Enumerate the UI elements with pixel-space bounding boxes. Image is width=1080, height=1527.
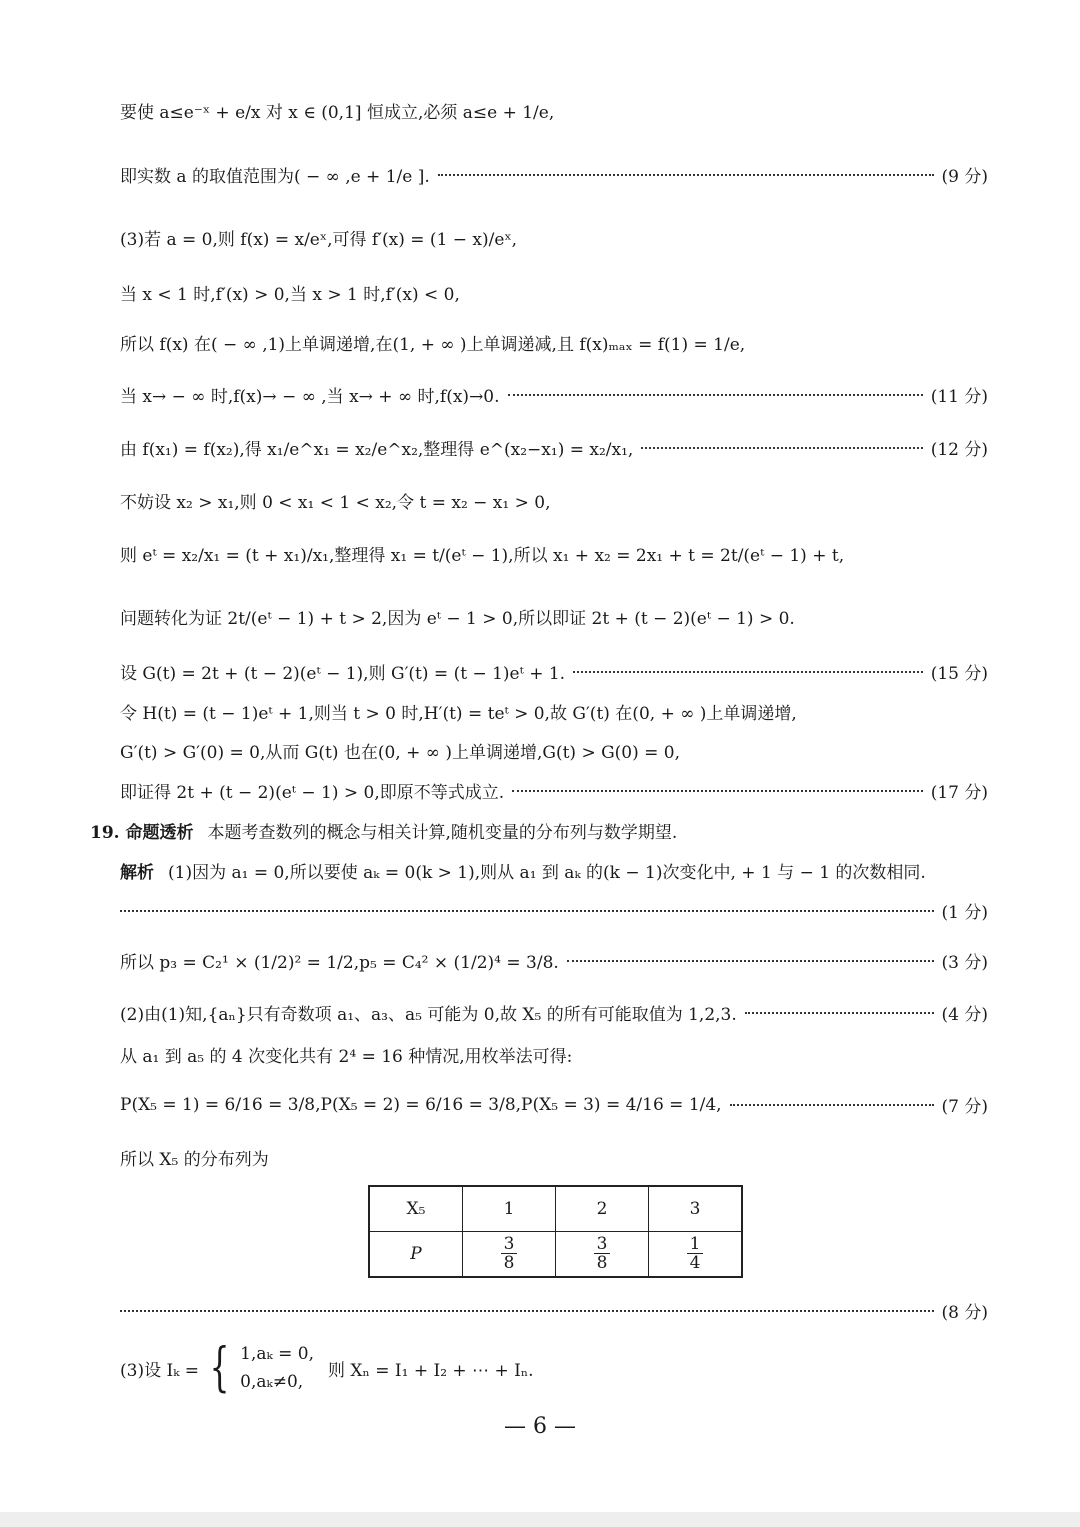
bottom-bar (0, 1512, 1080, 1527)
table-row (369, 1186, 742, 1232)
line-11: 令 H(t) = (t − 1)eᵗ + 1,则当 t > 0 时,H′(t) = teᵗ > 0,故 G′(t) 在(0, + ∞ )上单调递增, (120, 704, 797, 724)
table-cell (649, 1232, 743, 1278)
dot-leader (730, 1103, 934, 1106)
dot-leader (508, 393, 923, 396)
q19-line-7: (3)设 Iₖ = { 1,aₖ = 0, 0,aₖ≠0, 则 Xₙ = I₁ + I₂ + ⋯ + Iₙ. (120, 1338, 534, 1398)
distribution-table (368, 1185, 743, 1278)
left-brace-icon: { (209, 1338, 230, 1398)
score-label: (15 分) (930, 664, 988, 684)
line-10: 设 G(t) = 2t + (t − 2)(eᵗ − 1),则 G′(t) = (t − 1)eᵗ + 1. (15 分) (120, 659, 988, 684)
dot-leader (573, 670, 923, 673)
score-label: (7 分) (941, 1097, 988, 1117)
score-label: (8 分) (941, 1303, 988, 1323)
q19-line-4: 从 a₁ 到 a₅ 的 4 次变化共有 2⁴ = 16 种情况,用枚举法可得: (120, 1047, 573, 1067)
line-7: 不妨设 x₂ > x₁,则 0 < x₁ < 1 < x₂,令 t = x₂ − x₁ > 0, (120, 493, 551, 513)
line-12: G′(t) > G′(0) = 0,从而 G(t) 也在(0, + ∞ )上单调递增,G(t) > G(0) = 0, (120, 743, 681, 763)
score-label: (9 分) (941, 167, 988, 187)
fraction: $\frac{3}{8}$ (594, 1235, 611, 1272)
piecewise-cases: 1,aₖ = 0, 0,aₖ≠0, (240, 1344, 314, 1392)
table-row (369, 1232, 742, 1278)
line-1: 即实数 a 的取值范围为( − ∞ ,e + 1/e ]. (9 分) (120, 162, 988, 187)
dot-leader (512, 789, 923, 792)
q19-line-6: 所以 X₅ 的分布列为 (120, 1150, 269, 1170)
q19-score-8 (120, 1298, 988, 1323)
dot-leader (120, 909, 934, 912)
line-0: 要使 a≤e⁻ˣ + e/x 对 x ∈ (0,1] 恒成立,必须 a≤e + 1/e, (120, 103, 555, 123)
q19-line-3: (2)由(1)知,{aₙ}只有奇数项 a₁、a₃、a₅ 可能为 0,故 X₅ 的所有可能取值为 1,2,3. (4 分) (120, 1000, 988, 1025)
table-row-label: P (369, 1232, 463, 1278)
line-5: 当 x→ − ∞ 时,f(x)→ − ∞ ,当 x→ + ∞ 时,f(x)→0. (11 分) (120, 382, 988, 407)
fraction: $\frac{1}{4}$ (687, 1235, 704, 1272)
q19-line-2: 所以 p₃ = C₂¹ × (1/2)² = 1/2,p₅ = C₄² × (1/2)⁴ = 3/8. (3 分) (120, 948, 988, 973)
table-header-cell: X₅ (369, 1186, 463, 1232)
q19-jiexi: 解析 (1)因为 a₁ = 0,所以要使 aₖ = 0(k > 1),则从 a₁ 到 aₖ 的(k − 1)次变化中, + 1 与 − 1 的次数相同. (120, 863, 926, 883)
score-label: (1 分) (941, 903, 988, 923)
score-label: (12 分) (930, 440, 988, 460)
page-number: — 6 — (504, 1414, 576, 1439)
dot-leader (438, 173, 934, 176)
q19-heading: 19. 命题透析 本题考查数列的概念与相关计算,随机变量的分布列与数学期望. (90, 823, 678, 843)
score-label: (17 分) (930, 783, 988, 803)
line-3: 当 x < 1 时,f′(x) > 0,当 x > 1 时,f′(x) < 0, (120, 285, 460, 305)
dot-leader (641, 446, 922, 449)
dot-leader (567, 959, 934, 962)
table-header-cell: 3 (649, 1186, 743, 1232)
line-9: 问题转化为证 2t/(eᵗ − 1) + t > 2,因为 eᵗ − 1 > 0,所以即证 2t + (t − 2)(eᵗ − 1) > 0. (120, 609, 795, 629)
score-label: (3 分) (941, 953, 988, 973)
dot-leader (745, 1011, 934, 1014)
table-header-cell: 1 (463, 1186, 556, 1232)
table-cell (463, 1232, 556, 1278)
table-header-cell: 2 (556, 1186, 649, 1232)
line-2: (3)若 a = 0,则 f(x) = x/eˣ,可得 f′(x) = (1 − x)/eˣ, (120, 230, 518, 250)
line-8: 则 eᵗ = x₂/x₁ = (t + x₁)/x₁,整理得 x₁ = t/(eᵗ − 1),所以 x₁ + x₂ = 2x₁ + t = 2t/(eᵗ − 1) + t, (120, 546, 845, 566)
table-cell (556, 1232, 649, 1278)
score-label: (11 分) (930, 387, 988, 407)
line-6: 由 f(x₁) = f(x₂),得 x₁/e^x₁ = x₂/e^x₂,整理得 e^(x₂−x₁) = x₂/x₁, (12 分) (120, 435, 988, 460)
line-4: 所以 f(x) 在( − ∞ ,1)上单调递增,在(1, + ∞ )上单调递减,且 f(x)ₘₐₓ = f(1) = 1/e, (120, 335, 746, 355)
q19-score-1 (120, 898, 988, 923)
dot-leader (120, 1309, 934, 1312)
q19-line-5: P(X₅ = 1) = 6/16 = 3/8,P(X₅ = 2) = 6/16 = 3/8,P(X₅ = 3) = 4/16 = 1/4, (7 分) (120, 1092, 988, 1117)
fraction: $\frac{3}{8}$ (501, 1235, 518, 1272)
score-label: (4 分) (941, 1005, 988, 1025)
line-13: 即证得 2t + (t − 2)(eᵗ − 1) > 0,即原不等式成立. (17 分) (120, 778, 988, 803)
